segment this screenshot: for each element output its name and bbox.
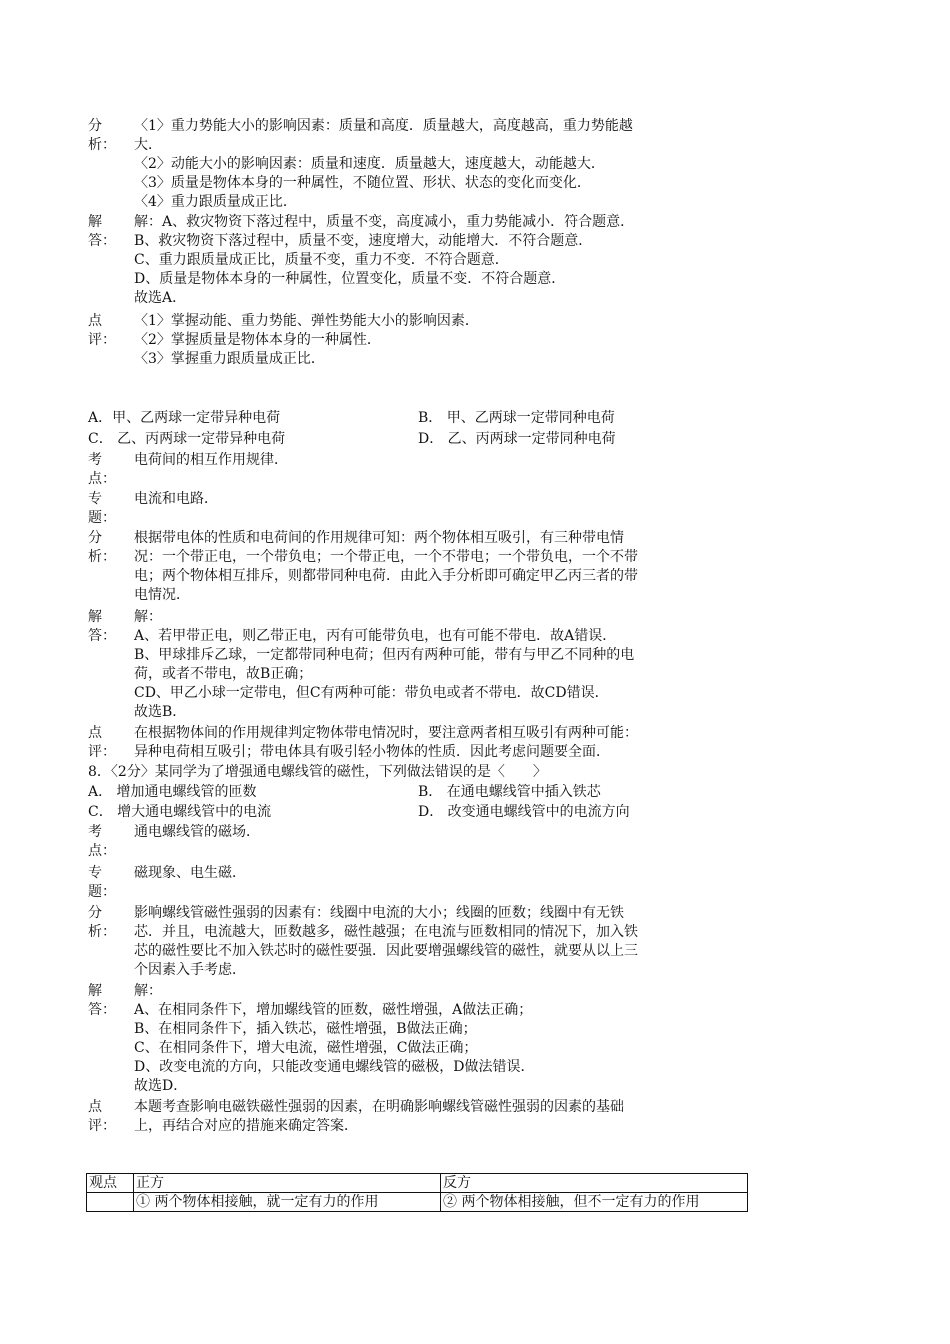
q6-comment-line: 〈2〉掌握质量是物体本身的一种属性．: [134, 332, 381, 348]
q7-analysis-line: 况：一个带正电，一个带负电；一个带正电，一个不带电；一个带负电，一个不带: [134, 549, 638, 565]
q7-analysis-label-2: 析：: [88, 549, 116, 565]
q8-kaodian-label-2: 点：: [88, 843, 116, 859]
q6-analysis-line: 〈2〉动能大小的影响因素：质量和速度．质量越大，速度越大，动能越大．: [134, 156, 605, 172]
q8-kaodian-line: 通电螺线管的磁场．: [134, 824, 260, 840]
q7-zhuanti-label-1: 专: [88, 491, 102, 507]
q6-solution-line: 故选A．: [134, 290, 187, 306]
q8-analysis-line: 个因素入手考虑．: [134, 962, 246, 978]
q7-solution-line: 解：: [134, 609, 162, 625]
q8-kaodian-label-1: 考: [88, 824, 102, 840]
q8-solution-line: B、在相同条件下，插入铁芯，磁性增强，B做法正确；: [134, 1021, 477, 1037]
q6-comment-line: 〈3〉掌握重力跟质量成正比．: [134, 351, 325, 367]
q7-comment-label-2: 评：: [88, 744, 116, 760]
q8-analysis-label-2: 析：: [88, 924, 116, 940]
q8-zhuanti-line: 磁现象、电生磁．: [134, 865, 246, 881]
q8-analysis-label-1: 分: [88, 905, 102, 921]
table-header-row: [87, 1174, 748, 1193]
q6-analysis-label-1: 分: [88, 118, 102, 134]
q6-solution-line: D、质量是物体本身的一种属性，位置变化，质量不变．不符合题意．: [134, 271, 566, 287]
q6-comment-line: 〈1〉掌握动能、重力势能、弹性势能大小的影响因素．: [134, 313, 479, 329]
q8-solution-line: D、改变电流的方向，只能改变通电螺线管的磁极，D做法错误．: [134, 1059, 535, 1075]
q7-comment-label-1: 点: [88, 725, 102, 741]
q8-solution-line: A、在相同条件下，增加螺线管的匝数，磁性增强，A做法正确；: [134, 1002, 533, 1018]
q7-solution-line: 荷，或者不带电，故B正确；: [134, 666, 313, 682]
q6-solution-line: B、救灾物资下落过程中，质量不变，速度增大，动能增大．不符合题意．: [134, 233, 593, 249]
q6-analysis-line: 〈1〉重力势能大小的影响因素：质量和高度．质量越大，高度越高，重力势能越: [134, 118, 633, 134]
q7-option-b: B． 甲、乙两球一定带同种电荷: [418, 410, 615, 426]
q6-comment-label-1: 点: [88, 313, 102, 329]
table-cell: ② 两个物体相接触，但不一定有力的作用: [441, 1193, 748, 1212]
q6-analysis-line: 〈4〉重力跟质量成正比．: [134, 194, 297, 210]
q8-comment-label-2: 评：: [88, 1118, 116, 1134]
q7-solution-line: CD、甲乙小球一定带电，但C有两种可能：带负电或者不带电．故CD错误．: [134, 685, 609, 701]
q8-option-b: B． 在通电螺线管中插入铁芯: [418, 784, 601, 800]
q7-analysis-line: 电；两个物体相互排斥，则都带同种电荷．由此入手分析即可确定甲乙丙三者的带: [134, 568, 638, 584]
table-header-cell: 正方: [134, 1174, 441, 1193]
q8-option-c: C． 增大通电螺线管中的电流: [88, 804, 272, 820]
opinion-table: [86, 1173, 748, 1212]
q8-solution-line: 故选D．: [134, 1078, 188, 1094]
q7-kaodian-label-1: 考: [88, 452, 102, 468]
q7-comment-line: 在根据物体间的作用规律判定物体带电情况时，要注意两者相互吸引有两种可能：: [134, 725, 638, 741]
table-header-cell: 观点: [87, 1174, 134, 1193]
q7-kaodian-line: 电荷间的相互作用规律．: [134, 452, 288, 468]
q8-zhuanti-label-1: 专: [88, 865, 102, 881]
q8-option-a: A． 增加通电螺线管的匝数: [88, 784, 257, 800]
q7-comment-line: 异种电荷相互吸引；带电体具有吸引轻小物体的性质．因此考虑问题要全面．: [134, 744, 610, 760]
q6-solution-line: C、重力跟质量成正比，质量不变，重力不变．不符合题意．: [134, 252, 509, 268]
q7-option-c: C． 乙、丙两球一定带异种电荷: [88, 431, 286, 447]
q8-comment-line: 上，再结合对应的措施来确定答案．: [134, 1118, 358, 1134]
q8-solution-label-2: 答：: [88, 1002, 116, 1018]
q8-analysis-line: 影响螺线管磁性强弱的因素有：线圈中电流的大小；线圈的匝数；线圈中有无铁: [134, 905, 624, 921]
q6-comment-label-2: 评：: [88, 332, 116, 348]
q8-analysis-line: 芯的磁性要比不加入铁芯时的磁性要强．因此要增强螺线管的磁性，就要从以上三: [134, 943, 638, 959]
q7-solution-line: A、若甲带正电，则乙带正电，丙有可能带负电，也有可能不带电．故A错误．: [134, 628, 617, 644]
table-cell: ① 两个物体相接触，就一定有力的作用: [134, 1193, 441, 1212]
q7-analysis-line: 根据带电体的性质和电荷间的作用规律可知：两个物体相互吸引，有三种带电情: [134, 530, 624, 546]
table-header-cell: 反方: [441, 1174, 748, 1193]
q7-solution-line: B、甲球排斥乙球，一定都带同种电荷；但丙有两种可能，带有与甲乙不同种的电: [134, 647, 635, 663]
q7-zhuanti-line: 电流和电路．: [134, 491, 218, 507]
q8-analysis-line: 芯．并且，电流越大，匝数越多，磁性越强；在电流与匝数相同的情况下，加入铁: [134, 924, 638, 940]
q7-solution-label-2: 答：: [88, 628, 116, 644]
q7-solution-label-1: 解: [88, 609, 102, 625]
q7-zhuanti-label-2: 题：: [88, 510, 116, 526]
q7-kaodian-label-2: 点：: [88, 471, 116, 487]
q7-option-d: D． 乙、丙两球一定带同种电荷: [418, 431, 616, 447]
q6-solution-label-2: 答：: [88, 233, 116, 249]
q7-option-a: A．甲、乙两球一定带异种电荷: [88, 410, 281, 426]
q8-solution-line: 解：: [134, 983, 162, 999]
q6-analysis-label-2: 析：: [88, 137, 116, 153]
q6-analysis-line: 〈3〉质量是物体本身的一种属性，不随位置、形状、状态的变化而变化．: [134, 175, 591, 191]
q6-solution-label-1: 解: [88, 214, 102, 230]
q8-zhuanti-label-2: 题：: [88, 884, 116, 900]
q7-analysis-line: 电情况．: [134, 587, 190, 603]
q8-comment-line: 本题考查影响电磁铁磁性强弱的因素，在明确影响螺线管磁性强弱的因素的基础: [134, 1099, 624, 1115]
table-row: [87, 1193, 748, 1212]
q6-solution-line: 解：A、救灾物资下落过程中，质量不变，高度减小，重力势能减小．符合题意．: [134, 214, 635, 230]
q7-solution-line: 故选B．: [134, 704, 187, 720]
q8-comment-label-1: 点: [88, 1099, 102, 1115]
q8-solution-line: C、在相同条件下，增大电流，磁性增强，C做法正确；: [134, 1040, 478, 1056]
table-cell: [87, 1193, 134, 1212]
q8-solution-label-1: 解: [88, 983, 102, 999]
q8-option-d: D． 改变通电螺线管中的电流方向: [418, 804, 630, 820]
q7-analysis-label-1: 分: [88, 530, 102, 546]
q8-question: 8．〈2分〉某同学为了增强通电螺线管的磁性，下列做法错误的是〈 〉: [88, 764, 547, 780]
q6-analysis-line: 大．: [134, 137, 162, 153]
